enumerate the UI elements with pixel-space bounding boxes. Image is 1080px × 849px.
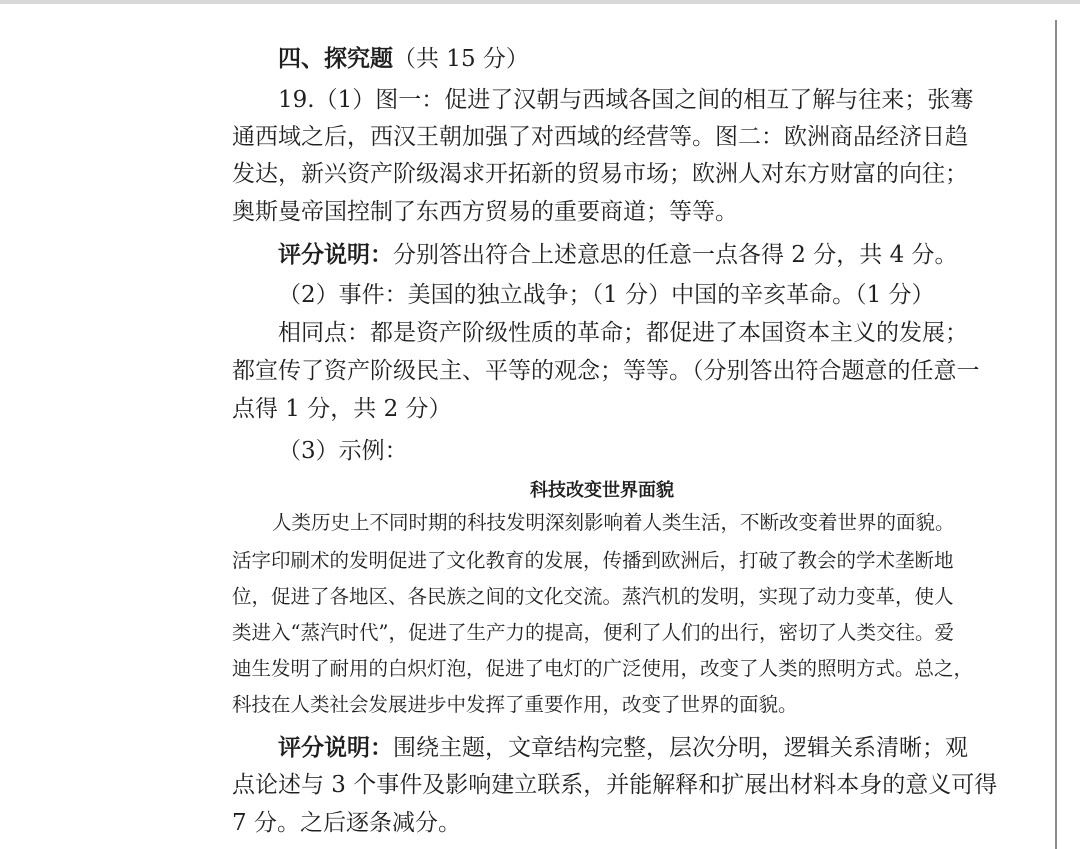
essay-line-5: 迪生发明了耐用的白炽灯泡，促进了电灯的广泛使用，改变了人类的照明方式。总之， [232, 657, 974, 680]
section-title: 四、探究题 [278, 45, 393, 72]
q19-part1-line-4: 奥斯曼帝国控制了东西方贸易的重要商道；等等。 [232, 199, 738, 225]
essay-line-3: 位，促进了各地区、各民族之间的文化交流。蒸汽机的发明，实现了动力变革，使人 [232, 585, 954, 608]
essay-line-6: 科技在人类社会发展进步中发挥了重要作用，改变了世界的面貌。 [232, 693, 798, 716]
scoring-text: 围绕主题，文章结构完整，层次分明，逻辑关系清晰；观 [393, 735, 968, 761]
scoring-label: 评分说明： [278, 241, 393, 268]
scoring-note-3-line-2: 点论述与 3 个事件及影响建立联系，并能解释和扩展出材料本身的意义可得 [232, 772, 998, 798]
scoring-note-3-line-3: 7 分。之后逐条减分。 [232, 810, 461, 836]
q19-part3-label: （3）示例： [278, 438, 408, 464]
section-heading [278, 44, 529, 74]
scoring-label: 评分说明： [278, 734, 393, 761]
scoring-note-3 [278, 733, 968, 763]
scoring-text: 分别答出符合上述意思的任意一点各得 2 分，共 4 分。 [393, 242, 958, 268]
section-points: （共 15 分） [393, 46, 529, 72]
essay-line-2: 活字印刷术的发明促进了文化教育的发展，传播到欧洲后，打破了教会的学术垄断地 [232, 549, 954, 572]
q19-part2-line-1: 相同点：都是资产阶级性质的革命；都促进了本国资本主义的发展； [278, 320, 968, 346]
essay-line-4: 类进入“蒸汽时代”，促进了生产力的提高，便利了人们的出行，密切了人类交往。爱 [232, 621, 954, 644]
essay-title: 科技改变世界面貌 [530, 480, 674, 501]
q19-part2-line-3: 点得 1 分，共 2 分） [232, 396, 452, 422]
q19-part2-line-2: 都宣传了资产阶级民主、平等的观念；等等。（分别答出符合题意的任意一 [232, 358, 980, 384]
page-border-rule [1055, 20, 1057, 849]
q19-part2-events: （2）事件：美国的独立战争；（1 分）中国的辛亥革命。（1 分） [278, 282, 935, 308]
q19-part1-line-1: 19.（1）图一：促进了汉朝与西域各国之间的相互了解与往来；张骞 [278, 87, 974, 113]
scoring-note-1 [278, 240, 958, 270]
q19-part1-line-2: 通西域之后，西汉王朝加强了对西域的经营等。图二：欧洲商品经济日趋 [232, 124, 968, 150]
q19-part1-line-3: 发达，新兴资产阶级渴求开拓新的贸易市场；欧洲人对东方财富的向往； [232, 161, 968, 187]
essay-line-1: 人类历史上不同时期的科技发明深刻影响着人类生活，不断改变着世界的面貌。 [272, 511, 955, 534]
